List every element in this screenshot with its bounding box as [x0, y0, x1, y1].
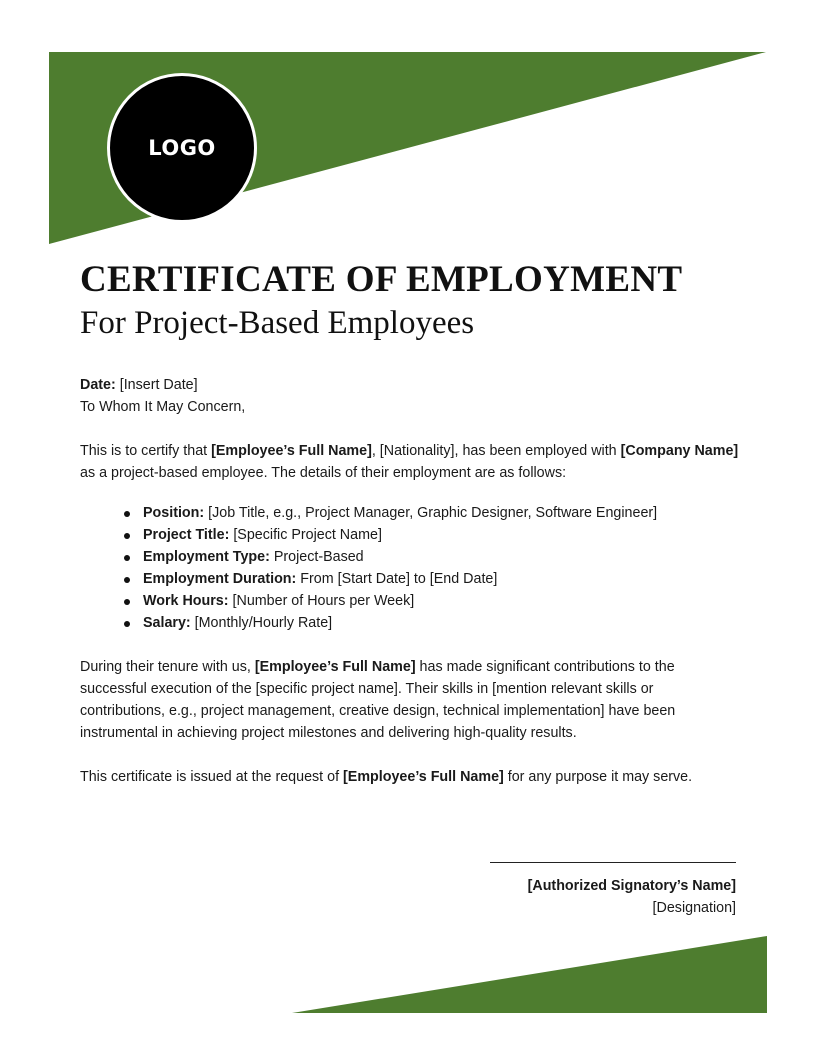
- logo-text: LOGO: [148, 136, 216, 160]
- employment-details-list: [80, 502, 740, 634]
- closing-text-2: for any purpose it may serve.: [503, 769, 693, 785]
- detail-salary: [143, 612, 740, 634]
- date-value: [Insert Date]: [119, 377, 198, 393]
- detail-work-hours: [143, 590, 740, 612]
- detail-value: Project-Based: [273, 549, 364, 565]
- intro-text-2: , [Nationality], has been employed with: [371, 443, 621, 459]
- contribution-text-2: has made significant contributions to the successful execution of the [specific project name]. Their skills in [mention relevant skills or contributions, e.g., project management, creative design, technical implementation] have been instrumental in achieving project milestones and delivering high-quality results.: [80, 659, 676, 741]
- detail-label: Project Title:: [143, 527, 230, 543]
- signature-line: [490, 862, 736, 863]
- certificate-body: [80, 374, 740, 788]
- certificate-title: CERTIFICATE OF EMPLOYMENT: [80, 259, 683, 300]
- detail-label: Employment Duration:: [143, 571, 297, 587]
- intro-text-1: This is to certify that: [80, 443, 212, 459]
- intro-paragraph: [80, 440, 740, 484]
- closing-paragraph: [80, 766, 740, 788]
- contribution-paragraph: [80, 656, 740, 744]
- detail-label: Position:: [143, 505, 205, 521]
- detail-label: Salary:: [143, 615, 191, 631]
- detail-project-title: [143, 524, 740, 546]
- closing-text-1: This certificate is issued at the request of: [80, 769, 344, 785]
- detail-position: [143, 502, 740, 524]
- detail-value: [Monthly/Hourly Rate]: [194, 615, 333, 631]
- detail-value: From [Start Date] to [End Date]: [300, 571, 498, 587]
- signatory-name: [Authorized Signatory’s Name]: [527, 878, 736, 894]
- closing-employee-name: [Employee’s Full Name]: [343, 769, 504, 785]
- intro-employee-name: [Employee’s Full Name]: [211, 443, 372, 459]
- contribution-employee-name: [Employee’s Full Name]: [254, 659, 416, 675]
- bottom-green-banner: [292, 936, 767, 1013]
- detail-label: Work Hours:: [143, 593, 229, 609]
- date-label: Date:: [80, 377, 116, 393]
- date-line: [80, 374, 740, 396]
- detail-value: [Specific Project Name]: [233, 527, 382, 543]
- signature-block: [528, 875, 736, 919]
- salutation: To Whom It May Concern,: [80, 399, 246, 415]
- contribution-text-1: During their tenure with us,: [80, 659, 255, 675]
- logo-placeholder: [107, 73, 257, 223]
- intro-text-3: as a project-based employee. The details of their employment are as follows:: [80, 465, 567, 481]
- detail-value: [Job Title, e.g., Project Manager, Graphic Designer, Software Engineer]: [208, 505, 658, 521]
- detail-value: [Number of Hours per Week]: [232, 593, 415, 609]
- detail-employment-duration: [143, 568, 740, 590]
- detail-employment-type: [143, 546, 740, 568]
- certificate-subtitle: For Project-Based Employees: [80, 305, 475, 341]
- intro-company-name: [Company Name]: [620, 443, 739, 459]
- detail-label: Employment Type:: [143, 549, 270, 565]
- signatory-designation: [Designation]: [652, 900, 736, 916]
